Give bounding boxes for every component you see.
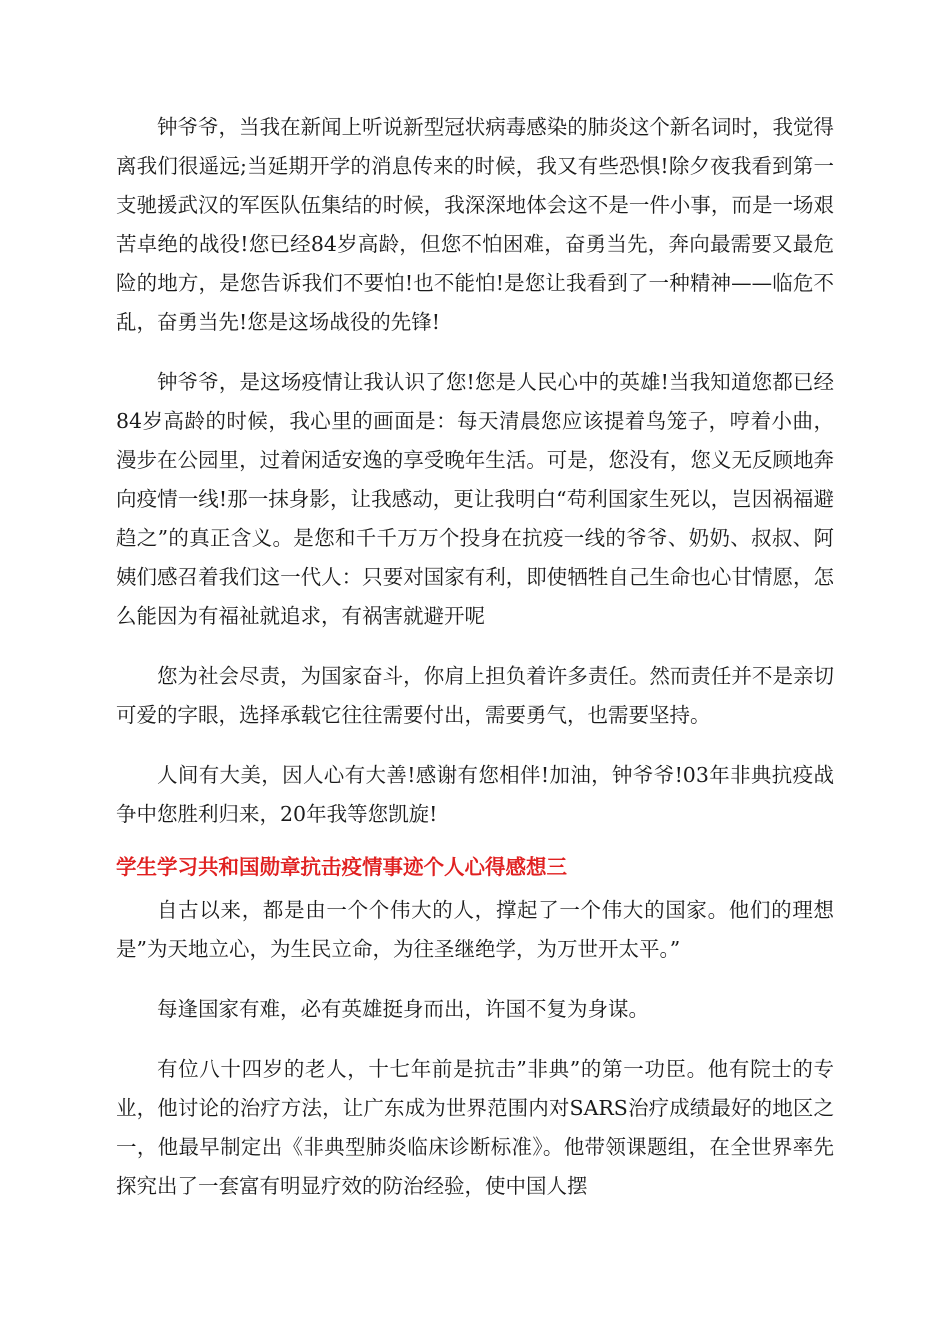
paragraph-2: 钟爷爷，是这场疫情让我认识了您!您是人民心中的英雄!当我知道您都已经84岁高龄的时候，我心里的画面是：每天清晨您应该提着鸟笼子，哼着小曲，漫步在公园里，过着闲适安逸的享受晚年生活。可是，您没有，您义无反顾地奔向疫情一线!那一抹身影，让我感动，更让我明白“苟利国家生死以，岂因祸福避趋之”的真正含义。是您和千千万万个投身在抗疫一线的爷爷、奶奶、叔叔、阿姨们感召着我们这一代人：只要对国家有利，即使牺牲自己生命也心甘情愿，怎么能因为有福祉就追求，有祸害就避开呢 [116,370,834,628]
paragraph-1: 钟爷爷，当我在新闻上听说新型冠状病毒感染的肺炎这个新名词时，我觉得离我们很遥远;当延期开学的消息传来的时候，我又有些恐惧!除夕夜我看到第一支驰援武汉的军医队伍集结的时候，我深深地体会这不是一件小事，而是一场艰苦卓绝的战役!您已经84岁高龄，但您不怕困难，奋勇当先，奔向最需要又最危险的地方，是您告诉我们不要怕!也不能怕!是您让我看到了一种精神——临危不乱，奋勇当先!您是这场战役的先锋! [116,115,834,334]
paragraph-7: 有位八十四岁的老人，十七年前是抗击”非典”的第一功臣。他有院士的专业，他讨论的治疗方法，让广东成为世界范围内对SARS治疗成绩最好的地区之一，他最早制定出《非典型肺炎临床诊断标准》。他带领课题组，在全世界率先探究出了一套富有明显疗效的防治经验，使中国人摆 [116,1057,834,1198]
paragraph-5: 自古以来，都是由一个个伟大的人，撑起了一个伟大的国家。他们的理想是”为天地立心，为生民立命，为往圣继绝学，为万世开太平。” [116,898,834,961]
paragraph-3: 您为社会尽责，为国家奋斗，你肩上担负着许多责任。然而责任并不是亲切可爱的字眼，选择承载它往往需要付出，需要勇气，也需要坚持。 [116,664,834,727]
document-body [116,108,834,1206]
paragraph-6: 每逢国家有难，必有英雄挺身而出，许国不复为身谋。 [157,997,649,1021]
paragraph-4: 人间有大美，因人心有大善!感谢有您相伴!加油，钟爷爷!03年非典抗疫战争中您胜利归来，20年我等您凯旋! [116,763,834,826]
section-heading: 学生学习共和国勋章抗击疫情事迹个人心得感想三 [116,855,567,879]
